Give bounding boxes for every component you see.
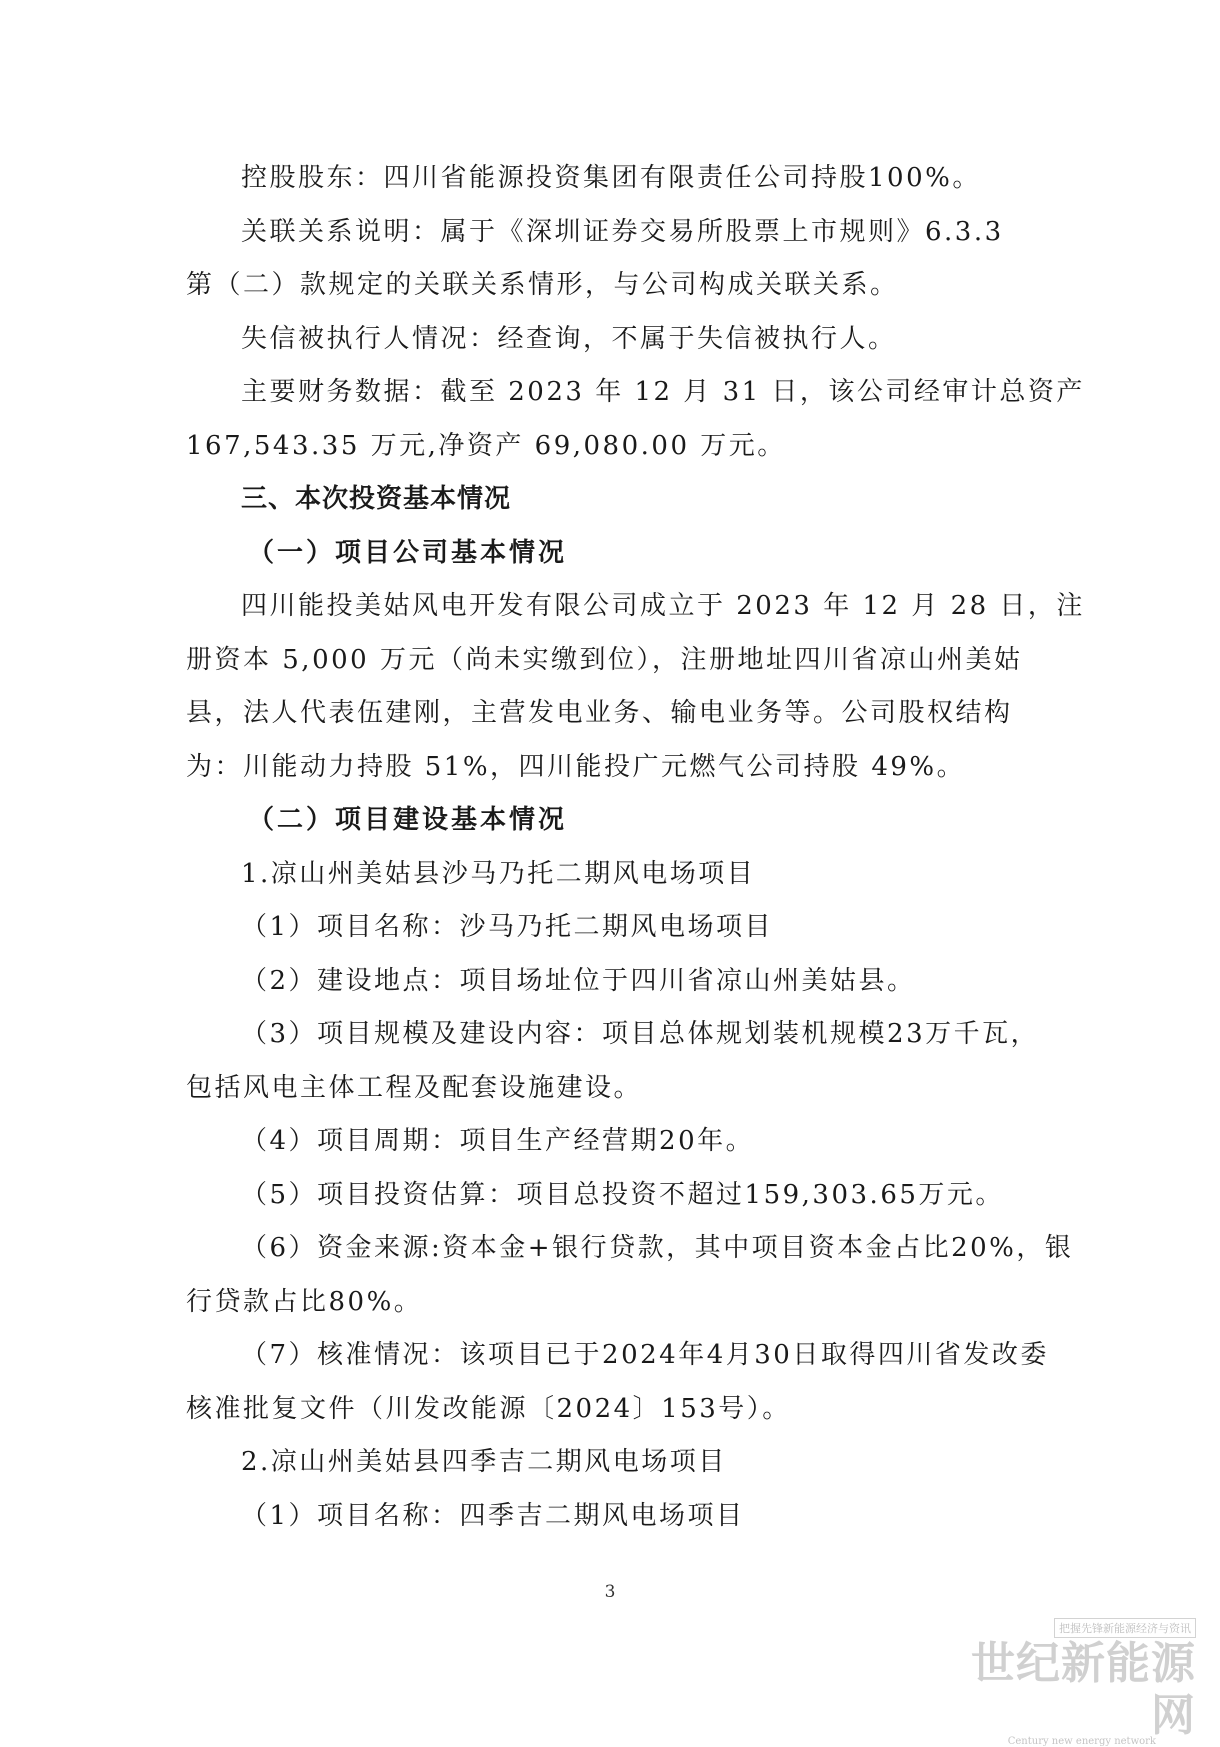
project-2-name: （1）项目名称：四季吉二期风电场项目: [241, 1500, 745, 1531]
paragraph-financial-line-2: 167,543.35 万元,净资产 69,080.00 万元。: [186, 430, 786, 461]
paragraph-company-line-1: 四川能投美姑风电开发有限公司成立于 2023 年 12 月 28 日，注: [241, 591, 1085, 621]
project-1-funding-line-2: 行贷款占比80%。: [186, 1286, 423, 1317]
page-number: 3: [604, 1582, 616, 1602]
paragraph-related-party-line-2: 第（二）款规定的关联关系情形，与公司构成关联关系。: [186, 270, 899, 300]
section-heading-investment: 三、本次投资基本情况: [241, 484, 512, 514]
watermark-logo-text: 世纪新能源网: [971, 1638, 1196, 1741]
paragraph-company-line-4: 为：川能动力持股 51%，四川能投广元燃气公司持股 49%。: [186, 751, 966, 782]
project-1-scale-line-1: （3）项目规模及建设内容：项目总体规划装机规模23万千瓦，: [241, 1019, 1040, 1049]
project-1-investment: （5）项目投资估算：项目总投资不超过159,303.65万元。: [241, 1179, 1004, 1210]
paragraph-company-line-3: 县，法人代表伍建刚，主营发电业务、输电业务等。公司股权结构: [186, 698, 1013, 728]
watermark-tagline: 把握先锋新能源经济与资讯: [1054, 1618, 1196, 1638]
project-1-title: 1.凉山州美姑县沙马乃托二期风电场项目: [241, 858, 756, 889]
project-1-scale-line-2: 包括风电主体工程及配套设施建设。: [186, 1072, 643, 1103]
paragraph-controlling-shareholder: 控股股东：四川省能源投资集团有限责任公司持股100%。: [241, 163, 981, 193]
paragraph-dishonest-status: 失信被执行人情况：经查询，不属于失信被执行人。: [241, 323, 897, 354]
paragraph-company-line-2: 册资本 5,000 万元（尚未实缴到位），注册地址四川省凉山州美姑: [186, 644, 1023, 675]
project-1-period: （4）项目周期：项目生产经营期20年。: [241, 1126, 755, 1156]
project-2-title: 2.凉山州美姑县四季吉二期风电场项目: [241, 1447, 727, 1477]
project-1-name: （1）项目名称：沙马乃托二期风电场项目: [241, 912, 774, 942]
subsection-heading-construction: （二）项目建设基本情况: [248, 805, 568, 835]
project-1-approval-line-2: 核准批复文件（川发改能源〔2024〕153号）。: [186, 1393, 791, 1424]
paragraph-financial-line-1: 主要财务数据：截至 2023 年 12 月 31 日，该公司经审计总资产: [241, 377, 1085, 407]
project-1-funding-line-1: （6）资金来源:资本金+银行贷款，其中项目资本金占比20%，银: [241, 1233, 1074, 1263]
subsection-heading-company: （一）项目公司基本情况: [248, 537, 568, 568]
paragraph-related-party-line-1: 关联关系说明：属于《深圳证券交易所股票上市规则》6.3.3: [241, 216, 1004, 247]
project-1-location: （2）建设地点：项目场址位于四川省凉山州美姑县。: [241, 965, 916, 996]
document-body: [186, 152, 1085, 1543]
project-1-approval-line-1: （7）核准情况：该项目已于2024年4月30日取得四川省发改委: [241, 1340, 1049, 1370]
watermark: [966, 1617, 1196, 1747]
watermark-english: Century new energy network: [1007, 1736, 1156, 1747]
